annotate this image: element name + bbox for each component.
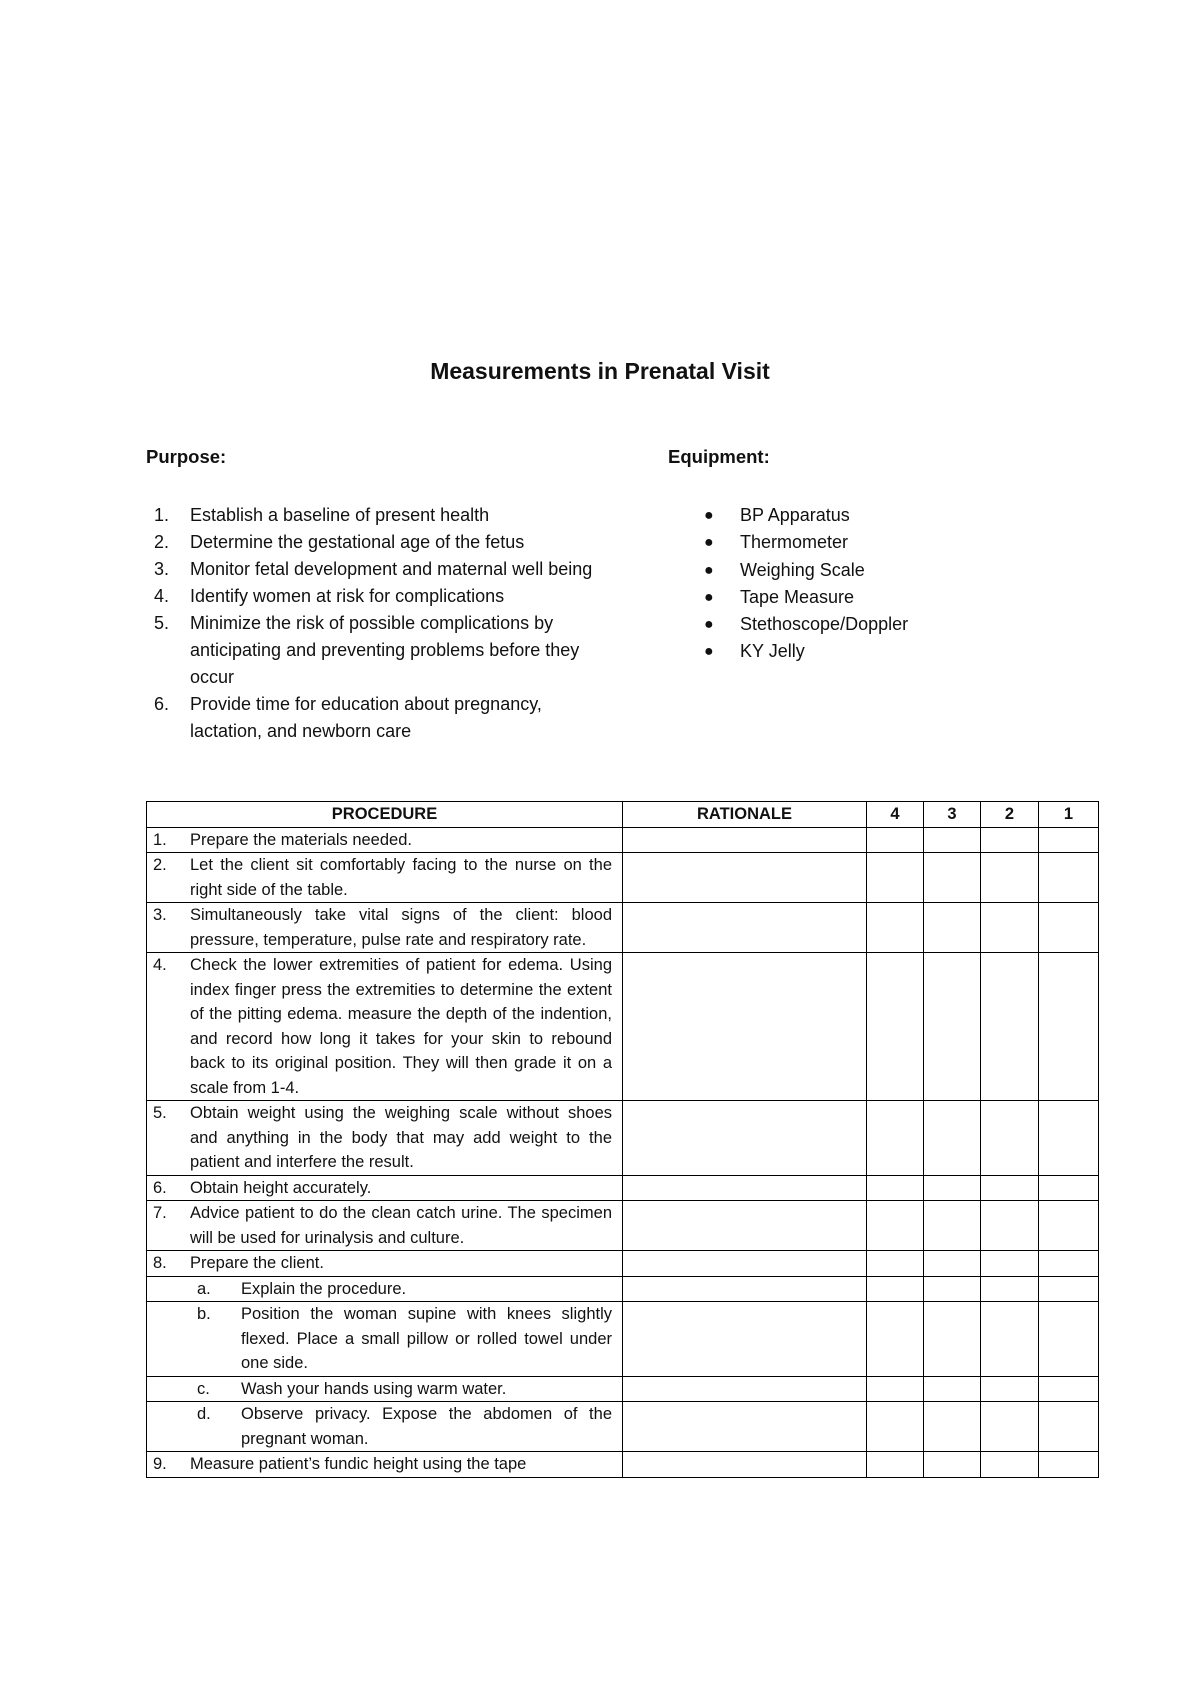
score-4-cell[interactable]	[867, 1276, 924, 1302]
page-title: Measurements in Prenatal Visit	[430, 358, 770, 384]
step-number: 8.	[153, 1254, 167, 1272]
score-3-cell[interactable]	[924, 1201, 981, 1251]
score-4-cell[interactable]	[867, 1101, 924, 1176]
step-text: Obtain weight using the weighing scale without shoes and anything in the body that may add weight to the patient and interfere the result.	[190, 1104, 612, 1171]
score-2-cell[interactable]	[981, 1276, 1039, 1302]
score-4-cell[interactable]	[867, 1452, 924, 1478]
score-4-cell[interactable]	[867, 853, 924, 903]
procedure-cell	[147, 1402, 623, 1452]
score-3-cell[interactable]	[924, 1376, 981, 1402]
score-2-cell[interactable]	[981, 1175, 1039, 1201]
step-number: 5.	[153, 1104, 167, 1122]
header-score-2: 2	[981, 802, 1039, 828]
table-row	[147, 1376, 1099, 1402]
score-2-cell[interactable]	[981, 1251, 1039, 1277]
score-3-cell[interactable]	[924, 953, 981, 1101]
equipment-item: ● BP Apparatus	[668, 502, 1068, 529]
score-1-cell[interactable]	[1039, 1201, 1099, 1251]
procedure-cell	[147, 903, 623, 953]
step-number: 1.	[153, 830, 167, 849]
header-score-3: 3	[924, 802, 981, 828]
rationale-cell[interactable]	[623, 1302, 867, 1377]
purpose-item: 4. Identify women at risk for complications	[154, 586, 505, 606]
score-4-cell[interactable]	[867, 1251, 924, 1277]
step-number: 2.	[153, 856, 167, 874]
score-1-cell[interactable]	[1039, 1175, 1099, 1201]
table-row	[147, 1402, 1099, 1452]
rationale-cell[interactable]	[623, 1376, 867, 1402]
bullet-icon: ●	[704, 534, 714, 552]
score-2-cell[interactable]	[981, 1402, 1039, 1452]
procedure-cell	[147, 1175, 623, 1201]
purpose-item: 5. Minimize the risk of possible complications by anticipating and preventing problems before they occur	[154, 613, 580, 687]
score-2-cell[interactable]	[981, 903, 1039, 953]
score-2-cell[interactable]	[981, 853, 1039, 903]
table-row	[147, 1276, 1099, 1302]
bullet-icon: ●	[704, 643, 714, 661]
rationale-cell[interactable]	[623, 953, 867, 1101]
header-procedure: PROCEDURE	[147, 802, 623, 828]
equipment-item: ● Stethoscope/Doppler	[668, 611, 1068, 638]
procedure-cell	[147, 1302, 623, 1377]
rationale-cell[interactable]	[623, 1276, 867, 1302]
procedure-cell	[147, 1452, 623, 1478]
score-2-cell[interactable]	[981, 1101, 1039, 1176]
purpose-item: 6. Provide time for education about pregnancy, lactation, and newborn care	[154, 694, 542, 741]
score-3-cell[interactable]	[924, 1276, 981, 1302]
score-1-cell[interactable]	[1039, 1402, 1099, 1452]
score-4-cell[interactable]	[867, 1376, 924, 1402]
score-4-cell[interactable]	[867, 1201, 924, 1251]
procedure-cell	[147, 827, 623, 853]
score-4-cell[interactable]	[867, 903, 924, 953]
bullet-icon: ●	[704, 588, 714, 606]
score-1-cell[interactable]	[1039, 827, 1099, 853]
score-3-cell[interactable]	[924, 1251, 981, 1277]
score-1-cell[interactable]	[1039, 1452, 1099, 1478]
score-4-cell[interactable]	[867, 1402, 924, 1452]
header-score-4: 4	[867, 802, 924, 828]
step-text: Measure patient’s fundic height using the tape	[190, 1455, 527, 1473]
rationale-cell[interactable]	[623, 1101, 867, 1176]
score-3-cell[interactable]	[924, 1402, 981, 1452]
bullet-icon: ●	[704, 561, 714, 579]
rationale-cell[interactable]	[623, 1251, 867, 1277]
step-text: Obtain height accurately.	[190, 1178, 372, 1197]
purpose-item: 2. Determine the gestational age of the fetus	[154, 532, 525, 552]
step-number: c.	[197, 1379, 210, 1398]
header-score-1: 1	[1039, 802, 1099, 828]
step-text: Simultaneously take vital signs of the client: blood pressure, temperature, pulse rate and respiratory rate.	[190, 906, 612, 949]
score-4-cell[interactable]	[867, 1302, 924, 1377]
equipment-heading: Equipment:	[668, 446, 770, 467]
rationale-cell[interactable]	[623, 1175, 867, 1201]
score-1-cell[interactable]	[1039, 1376, 1099, 1402]
score-1-cell[interactable]	[1039, 853, 1099, 903]
rationale-cell[interactable]	[623, 1201, 867, 1251]
table-row	[147, 1175, 1099, 1201]
bullet-icon: ●	[704, 507, 714, 524]
bullet-icon: ●	[704, 616, 714, 634]
step-number: 9.	[153, 1455, 167, 1473]
score-2-cell[interactable]	[981, 1376, 1039, 1402]
rationale-cell[interactable]	[623, 1452, 867, 1478]
table-row	[147, 1251, 1099, 1277]
step-text: Observe privacy. Expose the abdomen of the pregnant woman.	[241, 1405, 612, 1448]
procedure-cell	[147, 1101, 623, 1176]
purpose-list	[146, 502, 606, 745]
score-3-cell[interactable]	[924, 1175, 981, 1201]
step-text: Prepare the client.	[190, 1254, 324, 1272]
rationale-cell[interactable]	[623, 853, 867, 903]
score-3-cell[interactable]	[924, 1302, 981, 1377]
table-row	[147, 953, 1099, 1101]
table-row	[147, 1452, 1099, 1478]
table-row	[147, 853, 1099, 903]
purpose-heading: Purpose:	[146, 446, 227, 467]
step-number: b.	[197, 1305, 211, 1323]
table-row	[147, 1302, 1099, 1377]
score-1-cell[interactable]	[1039, 1251, 1099, 1277]
table-row	[147, 903, 1099, 953]
procedure-cell	[147, 1251, 623, 1277]
procedure-table	[146, 801, 1099, 1478]
purpose-item: 3. Monitor fetal development and maternal well being	[154, 559, 593, 579]
score-3-cell[interactable]	[924, 1101, 981, 1176]
score-3-cell[interactable]	[924, 903, 981, 953]
score-3-cell[interactable]	[924, 853, 981, 903]
step-number: 3.	[153, 906, 167, 924]
score-1-cell[interactable]	[1039, 903, 1099, 953]
rationale-cell[interactable]	[623, 827, 867, 853]
procedure-cell	[147, 953, 623, 1101]
header-rationale: RATIONALE	[623, 802, 867, 828]
step-number: 7.	[153, 1204, 167, 1222]
procedure-cell	[147, 853, 623, 903]
table-row	[147, 827, 1099, 853]
procedure-cell	[147, 1201, 623, 1251]
equipment-item: ● KY Jelly	[668, 638, 1068, 665]
step-text: Let the client sit comfortably facing to the nurse on the right side of the table.	[190, 856, 612, 899]
step-text: Wash your hands using warm water.	[241, 1379, 507, 1398]
score-4-cell[interactable]	[867, 827, 924, 853]
score-1-cell[interactable]	[1039, 1302, 1099, 1377]
rationale-cell[interactable]	[623, 1402, 867, 1452]
score-2-cell[interactable]	[981, 953, 1039, 1101]
table-row	[147, 1201, 1099, 1251]
equipment-item: ● Thermometer	[668, 529, 1068, 556]
score-1-cell[interactable]	[1039, 1101, 1099, 1176]
procedure-cell	[147, 1276, 623, 1302]
table-header-row	[147, 802, 1099, 828]
score-4-cell[interactable]	[867, 1175, 924, 1201]
table-row	[147, 1101, 1099, 1176]
score-1-cell[interactable]	[1039, 1276, 1099, 1302]
score-1-cell[interactable]	[1039, 953, 1099, 1101]
step-text: Check the lower extremities of patient for edema. Using index finger press the extremities to determine the extent of the pitting edema. measure the depth of the indention, and record how long it takes for your skin to rebound back to its original position. They will then grade it on a scale from 1-4.	[190, 956, 612, 1097]
step-text: Prepare the materials needed.	[190, 830, 412, 849]
step-text: Position the woman supine with knees slightly flexed. Place a small pillow or rolled towel under one side.	[241, 1305, 612, 1372]
step-text: Explain the procedure.	[241, 1279, 407, 1298]
score-3-cell[interactable]	[924, 827, 981, 853]
equipment-item: ● Tape Measure	[668, 584, 1068, 611]
score-2-cell[interactable]	[981, 1302, 1039, 1377]
step-number: 6.	[153, 1178, 167, 1197]
procedure-cell	[147, 1376, 623, 1402]
step-number: 4.	[153, 956, 167, 974]
step-text: Advice patient to do the clean catch urine. The specimen will be used for urinalysis and culture.	[190, 1204, 612, 1247]
score-2-cell[interactable]	[981, 827, 1039, 853]
rationale-cell[interactable]	[623, 903, 867, 953]
score-3-cell[interactable]	[924, 1452, 981, 1478]
equipment-list	[668, 502, 1068, 666]
equipment-item: ● Weighing Scale	[668, 557, 1068, 584]
purpose-item: 1. Establish a baseline of present health	[154, 505, 490, 525]
score-2-cell[interactable]	[981, 1452, 1039, 1478]
score-4-cell[interactable]	[867, 953, 924, 1101]
step-number: d.	[197, 1405, 211, 1423]
step-number: a.	[197, 1279, 211, 1298]
score-2-cell[interactable]	[981, 1201, 1039, 1251]
